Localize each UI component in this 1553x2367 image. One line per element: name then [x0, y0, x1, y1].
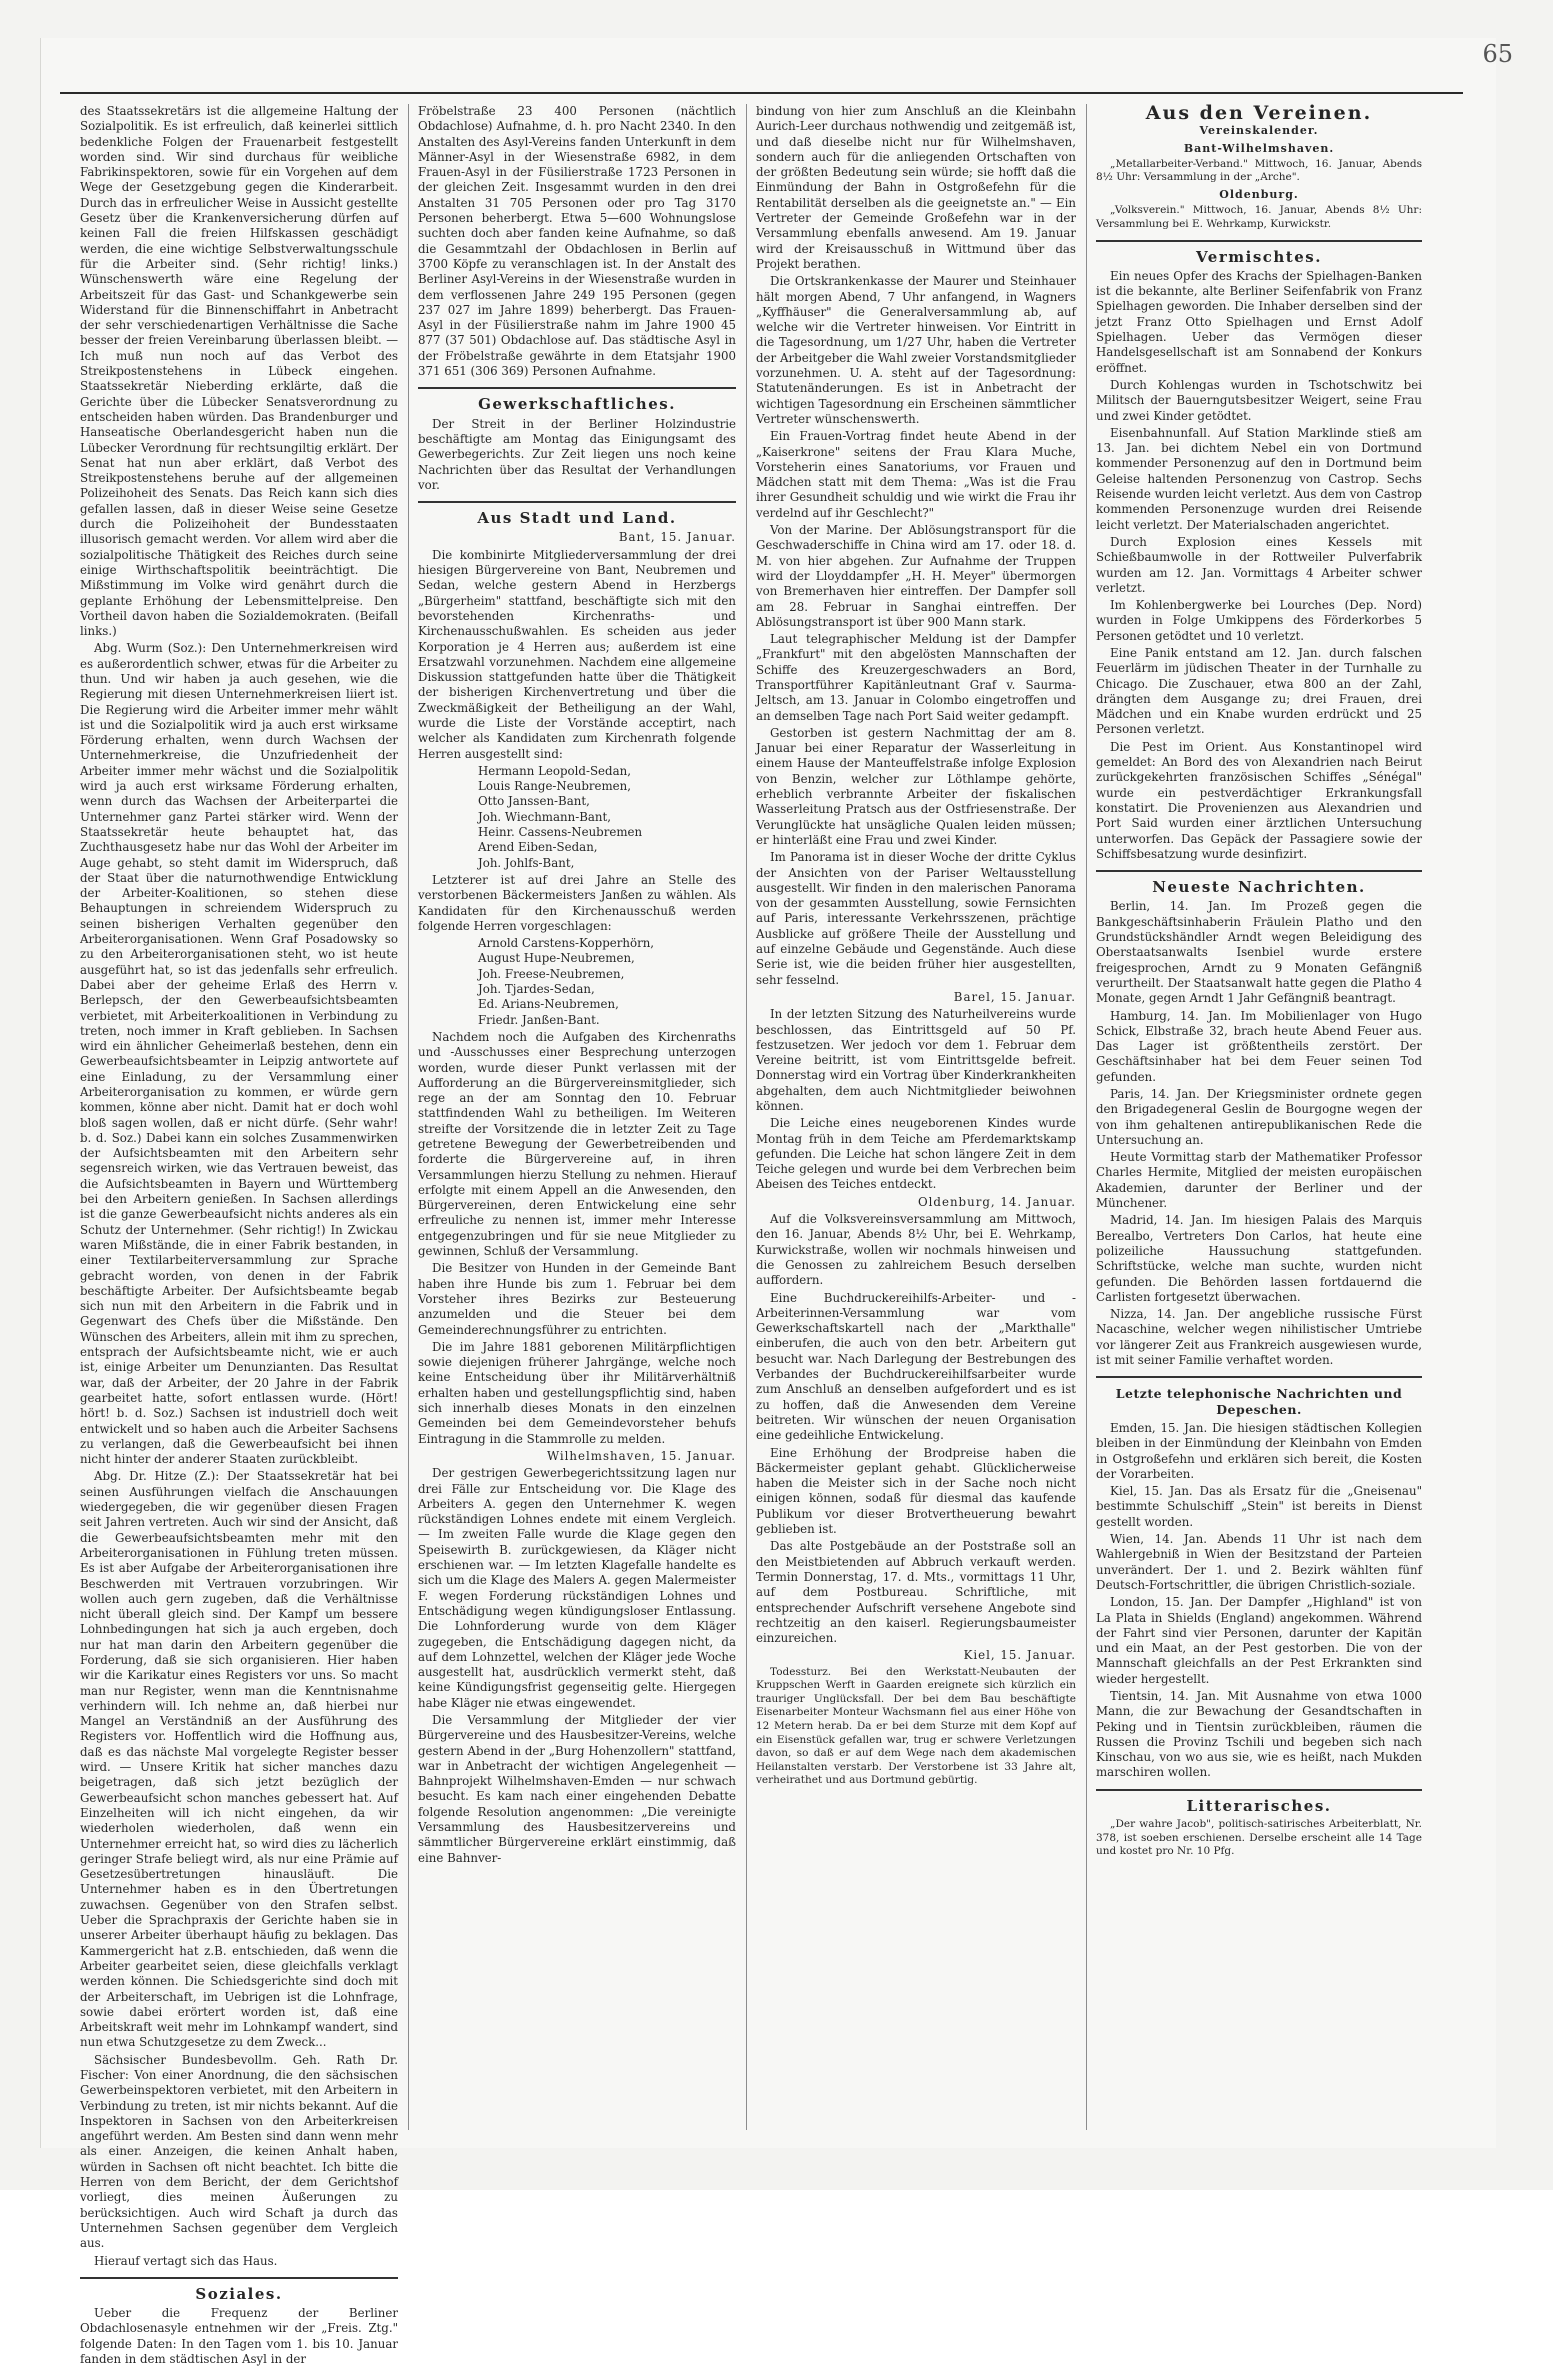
list-item: Joh. Tjardes-Sedan,	[478, 982, 595, 997]
article-paragraph: Eine Panik entstand am 12. Jan. durch falschen Feuerlärm im jüdischen Theater in der Turnhalle zu Chicago. Die Zuschauer, etwa 800 an der Zahl, drängten dem Ausgange zu; drei Frauen, drei Mädchen und ein Knabe wurden erdrückt und 25 Personen verletzt.	[1096, 645, 1422, 737]
section-heading-gewerkschaftliches: Gewerkschaftliches.	[478, 395, 676, 414]
column-1	[80, 104, 398, 2367]
article-paragraph: Die Ortskrankenkasse der Maurer und Steinhauer hält morgen Abend, 7 Uhr anfangend, in Wagners „Kyffhäuser" die Generalversammlung ab, auf welche wir die Vertreter hinweisen. Vor Eintritt in die Tagesordnung, um 1/27 Uhr, haben die Vertreter der Arbeitgeber die Wahl zweier Vorstandsmitglieder vorzunehmen. U. A. steht auf der Tagesordnung: Statutenänderungen. Es ist in Anbetracht der wichtigen Tagesordnung ein Erscheinen sämmtlicher Vertreter wünschenswerth.	[756, 274, 1076, 426]
article-paragraph: Von der Marine. Der Ablösungstransport für die Geschwaderschiffe in China wird am 17. oder 18. d. M. von hier abgehen. Zur Aufnahme der Truppen wird der Lloyddampfer „H. H. Meyer" übermorgen von Bremerhaven hier eintreffen. Der Dampfer soll am 28. Februar in Sanghai eintreffen. Der Ablösungstransport ist über 900 Mann stark.	[756, 523, 1076, 629]
dateline: Kiel, 15. Januar.	[963, 1648, 1076, 1663]
article-paragraph: Hamburg, 14. Jan. Im Mobilienlager von Hugo Schick, Elbstraße 32, brach heute Abend Feuer aus. Das Lager ist größtentheils zerstört. Der Geschäftsinhaber hat bei dem Feuer seinen Tod gefunden.	[1096, 1008, 1422, 1084]
dateline: Oldenburg, 14. Januar.	[917, 1194, 1076, 1209]
candidate-list	[478, 936, 736, 1028]
article-paragraph: Laut telegraphischer Meldung ist der Dampfer „Frankfurt" mit den abgelösten Mannschaften der Schiffe des Kreuzergeschwaders an Bord, Transportführer Kapitänleutnant Graf v. Saurma-Jeltsch, am 13. Januar in Colombo eingetroffen und an demselben Tage nach Port Said weiter gedampft.	[756, 632, 1076, 723]
list-item: August Hupe-Neubremen,	[478, 951, 635, 966]
article-paragraph: Die im Jahre 1881 geborenen Militärpflichtigen sowie diejenigen früherer Jahrgänge, welche noch keine Entscheidung über ihr Militärverhältniß erhalten haben und gestellungspflichtig sind, haben sich innerhalb dieses Monats in den einzelnen Gemeinden bei dem Gemeindevorsteher behufs Eintragung in die Stammrolle zu melden.	[418, 1339, 736, 1446]
section-heading-litterarisches: Litterarisches.	[1186, 1796, 1332, 1815]
article-paragraph: Madrid, 14. Jan. Im hiesigen Palais des Marquis Berealbo, Vertreters Don Carlos, hat heute eine polizeiliche Haussuchung stattgefunden. Schriftstücke, welche man suchte, wurden nicht gefunden. Die Behörden lassen fortdauernd die Carlisten fortgesetzt überwachen.	[1096, 1213, 1422, 1304]
article-paragraph: Die Besitzer von Hunden in der Gemeinde Bant haben ihre Hunde bis zum 1. Februar bei dem Vorsteher ihres Bezirks zur Besteuerung anzumelden und die Steuer bei dem Gemeinderechnungsführer zu entrichten.	[418, 1261, 736, 1337]
article-paragraph: „Der wahre Jacob", politisch-satirisches Arbeiterblatt, Nr. 378, ist soeben erschienen. Derselbe erscheint alle 14 Tage und kostet pro Nr. 10 Pfg.	[1096, 1818, 1422, 1858]
page-number: 65	[1482, 40, 1513, 68]
list-item: Joh. Wiechmann-Bant,	[478, 809, 611, 824]
article-paragraph: Die Versammlung der Mitglieder der vier Bürgervereine und des Hausbesitzer-Vereins, welche gestern Abend in der „Burg Hohenzollern" stattfand, war in Anbetracht der wichtigen Angelegenheit — Bahnprojekt Wilhelmshaven-Emden — nur schwach besucht. Es kam nach einer eingehenden Debatte folgende Resolution angenommen: „Die vereinigte Versammlung des Hausbesitzervereins und sämmtlicher Bürgervereine erklärt einstimmig, daß eine Bahnver-	[418, 1712, 736, 1865]
article-paragraph: Der gestrigen Gewerbegerichtssitzung lagen nur drei Fälle zur Entscheidung vor. Die Klage des Arbeiters A. gegen den Unternehmer K. wegen rückständigen Lohnes endete mit einem Vergleich. — Im zweiten Falle wurde die Klage gegen den Speisewirth B. zurückgewiesen, da Kläger nicht erschienen war. — Im letzten Klagefalle handelte es sich um die Klage des Malers A. gegen Malermeister F. wegen Forderung rückständigen Lohnes und Entschädigung wegen kündigungsloser Entlassung. Die Lohnforderung wurde von dem Kläger zugegeben, die Entschädigung dagegen nicht, da auf dem Lohnzettel, welchen der Kläger jede Woche ausgestellt hat, ausdrücklich vermerkt steht, daß keine Kündigungsfrist gegenseitig gelte. Hiergegen habe Kläger nie etwas eingewendet.	[418, 1466, 736, 1710]
article-paragraph: Auf die Volksvereinsversammlung am Mittwoch, den 16. Januar, Abends 8½ Uhr, bei E. Wehrkamp, Kurwickstraße, wollen wir nochmals hinweisen und die Genossen zu zahlreichem Besuch derselben auffordern.	[756, 1212, 1076, 1288]
section-heading-vermischtes: Vermischtes.	[1196, 247, 1322, 266]
list-item: Otto Janssen-Bant,	[478, 794, 590, 809]
column-divider	[408, 104, 409, 2130]
article-paragraph: Durch Explosion eines Kessels mit Schießbaumwolle in der Rottweiler Pulverfabrik wurden am 12. Jan. Vormittags 4 Arbeiter schwer verletzt.	[1096, 534, 1422, 595]
article-paragraph: bindung von hier zum Anschluß an die Kleinbahn Aurich-Leer durchaus nothwendig und zeitgemäß ist, und daß dieselbe nicht nur für Wilhelmshaven, sondern auch für die anliegenden Ortschaften von der größten Bedeutung sein würde; sie hofft daß die Einmündung der Bahn in Ostgroßefehn für die Rentabilität derselben als die geeignetste an." — Ein Vertreter der Gemeinde Großefehn war in der Versammlung ebenfalls anwesend. Am 19. Januar wird der Kreisausschuß in Wittmund über das Projekt berathen.	[756, 104, 1076, 271]
article-paragraph: Hierauf vertagt sich das Haus.	[94, 2253, 278, 2268]
article-paragraph: Letzterer ist auf drei Jahre an Stelle des verstorbenen Bäckermeisters Janßen zu wählen. Als Kandidaten für den Kirchenausschuß werden folgende Herren vorgeschlagen:	[418, 872, 736, 933]
article-paragraph: Gestorben ist gestern Nachmittag der am 8. Januar bei einer Reparatur der Wasserleitung in einem Hause der Manteuffelstraße infolge Explosion von Benzin, welcher zur Löthlampe gehörte, erheblich verbrannte Arbeiter der fiskalischen Wasserleitung Pratsch aus der Ostfriesenstraße. Der Verunglückte hat unsägliche Qualen leiden müssen; er hinterläßt eine Frau und zwei Kinder.	[756, 725, 1076, 847]
section-rule	[418, 501, 736, 503]
section-rule	[80, 2277, 398, 2279]
section-rule	[1096, 870, 1422, 872]
article-paragraph: des Staatssekretärs ist die allgemeine Haltung der Sozialpolitik. Es ist erfreulich, daß keinerlei sittlich bedenkliche Folgen der Frauenarbeit festgestellt worden sind. Wir sind durchaus für weibliche Fabrikinspektoren, sowie für ein Vorgehen auf dem Wege der Gesetzgebung gegen die Kinderarbeit. Durch das in erfreulicher Weise in Aussicht gestellte Gesetz über die Krankenversicherung dürfen auf keinen Fall die freien Hilfskassen geschädigt werden, die eine wichtige Selbstverwaltungsschule für die Arbeiter sind. (Sehr richtig! links.) Wünschenswerth wäre eine Regelung der Arbeitszeit für das Gast- und Schankgewerbe sein Widerstand für die Binnenschiffahrt in Anbetracht der sehr verschiedenartigen Verhältnisse die Sache besser der freien Vereinbarung überlassen bleibt. — Ich muß nun noch auf das Verbot des Streikpostenstehens in Lübeck eingehen. Staatssekretär Nieberding erklärte, daß die Gerichte über die Lübecker Senatsverordnung zu entscheiden haben würden. Das Brandenburger und Hanseatische Oberlandesgericht haben nun die Lübecker Verordnung für rechtsungiltig erklärt. Der Senat hat nun aber erklärt, daß Verbot des Streikpostenstehens beruhe auf der allgemeinen Polizeihoheit des Senats. Das Reich kann sich dies gefallen lassen, daß in dieser Weise seine Gesetze durch die Polizeihoheit der Bundesstaaten illusorisch gemacht werden. Vor allem wird aber die sozialpolitische Thätigkeit des Reiches durch seine einige Wirthschaftspolitik beeinträchtigt. Die Mißstimmung im Volke wird genährt durch die geplante Erhöhung der Lebensmittelpreise. Den Vortheil davon haben die Sozialdemokraten. (Beifall links.)	[80, 104, 398, 639]
list-item: Arnold Carstens-Kopperhörn,	[478, 936, 655, 951]
calendar-entry: „Volksverein." Mittwoch, 16. Januar, Abends 8½ Uhr: Versammlung bei E. Wehrkamp, Kurwickstr.	[1096, 204, 1422, 230]
article-paragraph: Im Panorama ist in dieser Woche der dritte Cyklus der Ansichten von der Pariser Weltausstellung ausgestellt. Wir finden in den malerischen Panorama von der gesammten Ausstellung, sowie Fernsichten auf Paris, interessante Verkehrsszenen, prächtige Ausblicke auf größere Theile der Ausstellung und auf einzelne Gebäude und Gegenstände. Auch diese Serie ist, wie die beiden früher hier ausgestellten, sehr fesselnd.	[756, 850, 1076, 987]
dateline: Wilhelmshaven, 15. Januar.	[546, 1448, 736, 1463]
dateline: Bant, 15. Januar.	[618, 530, 736, 545]
article-paragraph: Im Kohlenbergwerke bei Lourches (Dep. Nord) wurden in Folge Umkippens des Förderkorbes 5 Personen getödtet und 10 verletzt.	[1096, 598, 1422, 643]
article-paragraph: Paris, 14. Jan. Der Kriegsminister ordnete gegen den Brigadegeneral Geslin de Bourgogne wegen der von ihm gehaltenen antirepublikanischen Rede die Untersuchung an.	[1096, 1087, 1422, 1147]
article-paragraph: Tientsin, 14. Jan. Mit Ausnahme von etwa 1000 Mann, die zur Bewachung der Gesandtschaften in Peking und in Tientsin zurückbleiben, räumen die Russen die Provinz Tschili und begeben sich nach Kinschau, von wo aus sie, wie es heißt, nach Mukden marschiren wollen.	[1096, 1688, 1422, 1780]
article-paragraph: Ueber die Frequenz der Berliner Obdachlosenasyle entnehmen wir der „Freis. Ztg." folgende Daten: In den Tagen vom 1. bis 10. Januar fanden in dem städtischen Asyl in der	[80, 2306, 398, 2367]
article-paragraph: Wien, 14. Jan. Abends 11 Uhr ist nach dem Wahlergebniß in Wien der Besitzstand der Parteien unverändert. Der 1. und 2. Bezirk wählten fünf Deutsch-Fortschrittler, die übrigen Christlich-soziale.	[1096, 1532, 1422, 1592]
section-rule	[1096, 240, 1422, 242]
section-heading-vereine: Aus den Vereinen.	[1145, 102, 1373, 124]
section-heading-nachrichten: Neueste Nachrichten.	[1152, 878, 1366, 897]
candidate-list	[478, 764, 736, 871]
article-paragraph: Ein neues Opfer des Krachs der Spielhagen-Banken ist die bekannte, alte Berliner Seifenfabrik von Franz Spielhagen geworden. Die Inhaber derselben sind der jetzt Franz Otto Spielhagen und Ernst Adolf Spielhagen. Ueber das Vermögen dieser Handelsgesellschaft ist am Sonnabend der Konkurs eröffnet.	[1096, 268, 1422, 375]
article-paragraph: Emden, 15. Jan. Die hiesigen städtischen Kollegien bleiben in der Einmündung der Kleinbahn von Emden in Ostgroßefehn und erklären sich bereit, die Kosten der Vorarbeiten.	[1096, 1420, 1422, 1481]
article-paragraph: Eine Buchdruckereihilfs-Arbeiter- und -Arbeiterinnen-Versammlung war vom Gewerkschaftskartell nach der „Markthalle" einberufen, die auch von den betr. Arbeitern gut besucht war. Nach Darlegung der Bestrebungen des Verbandes der Buchdruckereihilfsarbeiter wurde zum Anschluß an denselben aufgefordert und es ist zu hoffen, daß die Anwesenden dem Vereine beitreten. Wir wünschen der neuen Organisation eine gedeihliche Entwickelung.	[756, 1290, 1076, 1443]
list-item: Ed. Arians-Neubremen,	[478, 997, 619, 1012]
column-2	[418, 104, 736, 2130]
article-paragraph: Die Leiche eines neugeborenen Kindes wurde Montag früh in dem Teiche am Pferdemarktskamp gefunden. Die Leiche hat schon längere Zeit in dem Teiche gelegen und wurde bei dem Verbrechen beim Abeisen des Teiches entdeckt.	[756, 1116, 1076, 1192]
list-item: Arend Eiben-Sedan,	[478, 840, 598, 855]
subheading-vereinskalender: Vereinskalender.	[1199, 124, 1319, 138]
article-paragraph: Eisenbahnunfall. Auf Station Marklinde stieß am 13. Jan. bei dichtem Nebel ein von Dortmund kommender Personenzug auf den in Dortmund beim Geleise haltenden Personenzug von Castrop. Sechs Reisende wurden leicht verletzt. Aus dem von Castrop kommenden Personenzuge wurden drei Reisende leicht verletzt. Der Materialschaden angerichtet.	[1096, 425, 1422, 532]
section-rule	[1096, 1376, 1422, 1378]
list-item: Heinr. Cassens-Neubremen	[478, 825, 643, 840]
list-item: Hermann Leopold-Sedan,	[478, 763, 631, 778]
header-rule	[60, 92, 1463, 94]
list-item: Joh. Johlfs-Bant,	[478, 855, 575, 870]
article-paragraph: Nizza, 14. Jan. Der angebliche russische Fürst Nacaschine, welcher wegen nihilistischer Umtriebe vor längerer Zeit aus Frankreich ausgewiesen wurde, ist mit seiner Familie verhaftet worden.	[1096, 1307, 1422, 1368]
column-4	[1096, 104, 1422, 2130]
article-paragraph: Die Pest im Orient. Aus Konstantinopel wird gemeldet: An Bord des von Alexandrien nach Beirut zurückgekehrten französischen Schiffes „Sénégal" wurde ein pestverdächtiger Erkrankungsfall konstatirt. Die Provenienzen aus Alexandrien und Port Said wurden einer ärztlichen Untersuchung unterworfen. Das Gepäck der Passagiere sowie der Schiffsbesatzung wurde desinfizirt.	[1096, 739, 1422, 861]
article-paragraph: Fröbelstraße 23 400 Personen (nächtlich Obdachlose) Aufnahme, d. h. pro Nacht 2340. In den Anstalten des Asyl-Vereins fanden Unterkunft in dem Männer-Asyl in der Wiesenstraße 6982, in dem Frauen-Asyl in der Füsilierstraße 1723 Personen in der gleichen Zeit. Insgesammt wurden in den drei Anstalten 31 705 Personen oder pro Tag 3170 Personen beherbergt. Etwa 5—600 Wohnungslose suchten doch aber fanden keine Aufnahme, so daß die Gesammtzahl der Obdachlosen in Berlin auf 3700 Köpfe zu veranschlagen ist. In der Anstalt des Berliner Asyl-Vereins in der Wiesenstraße wurden in dem verflossenen Jahre 249 195 Personen (gegen 237 027 im Jahre 1899) beherbergt. Das Frauen-Asyl in der Füsilierstraße nahm im Jahre 1900 45 877 (37 501) Obdachlose auf. Das städtische Asyl in der Fröbelstraße gewährte in dem Etatsjahr 1900 371 651 (306 369) Personen Aufnahme.	[418, 104, 736, 379]
article-paragraph: London, 15. Jan. Der Dampfer „Highland" ist von La Plata in Shields (England) angekommen. Während der Fahrt sind vier Personen, darunter der Kapitän und ein Maat, an der Pest gestorben. Die von der Mannschaft gleichfalls an der Pest Erkrankten sind wieder hergestellt.	[1096, 1595, 1422, 1686]
column-divider	[1086, 104, 1087, 2130]
section-rule	[418, 387, 736, 389]
column-divider	[746, 104, 747, 2130]
calendar-entry: „Metallarbeiter-Verband." Mittwoch, 16. Januar, Abends 8½ Uhr: Versammlung in der „Arche".	[1096, 157, 1422, 184]
list-item: Friedr. Janßen-Bant.	[478, 1012, 600, 1027]
article-paragraph: In der letzten Sitzung des Naturheilvereins wurde beschlossen, das Eintrittsgeld auf 50 Pf. festzusetzen. Wer jedoch vor dem 1. Februar dem Vereine beitritt, ist vom Eintrittsgelde befreit. Donnerstag wird ein Vortrag über Kinderkrankheiten abgehalten, dem auch Nichtmitglieder beiwohnen können.	[756, 1007, 1076, 1113]
article-paragraph: Berlin, 14. Jan. Im Prozeß gegen die Bankgeschäftsinhaberin Fräulein Platho und den Grundstückshändler Arndt wegen Beleidigung des Oberstaatsanwalts Isenbiel wurde erstere freigesprochen, Arndt zu 9 Monaten Gefängniß verurtheilt. Der Staatsanwalt hatte gegen die Platho 4 Monate, gegen Arndt 1 Jahr Gefängniß beantragt.	[1096, 899, 1422, 1006]
article-paragraph: Die kombinirte Mitgliederversammlung der drei hiesigen Bürgervereine von Bant, Neubremen und Sedan, welche gestern Abend in Herzbergs „Bürgerheim" stattfand, beschäftigte sich mit den bevorstehenden Kirchenraths- und Kirchenausschußwahlen. Es scheiden aus jeder Korporation je 4 Herren aus; außerdem ist eine Ersatzwahl vorzunehmen. Nachdem eine allgemeine Diskussion stattgefunden hatte über die Thätigkeit der bisherigen Kirchenvertretung und über die Zweckmäßigkeit der Betheiligung an der Wahl, wurde die Liste der Vorstände acceptirt, nach welcher als Kandidaten zum Kirchenrath folgende Herren ausgestellt sind:	[418, 547, 736, 761]
article-paragraph: Sächsischer Bundesbevollm. Geh. Rath Dr. Fischer: Von einer Anordnung, die den sächsischen Gewerbeinspektoren verbietet, mit den Arbeitern in Verbindung zu treten, ist mir nichts bekannt. Auf die Inspektoren in Sachsen von den Arbeiterkreisen angeführt werden. Am Besten sind dann wenn mehr als einer. Anzeigen, die keinen Anhalt haben, würden in Sachsen oft nicht beachtet. Ich bitte die Herren von dem Bericht, der dem Gerichtshof vorliegt, dies meinen Äußerungen zu berücksichtigen. Auch wird Schaft ja durch das Unternehmen Sachsen gegenüber dem Vergleich aus.	[80, 2052, 398, 2251]
article-paragraph: Eine Erhöhung der Brodpreise haben die Bäckermeister geplant gehabt. Glücklicherweise haben die Meister sich in der Sache noch nicht einigen können, sodaß für diesmal das kaufende Publikum vor dieser Brotvertheuerung bewahrt geblieben ist.	[756, 1445, 1076, 1537]
article-paragraph: Ein Frauen-Vortrag findet heute Abend in der „Kaiserkrone" seitens der Frau Klara Muche, Vorsteherin eines Sanatoriums, vor Frauen und Mädchen statt mit dem Thema: „Was ist die Frau ihrer Gesundheit schuldig und wie wirkt die Frau ihr verdelnd auf ihr Geschlecht?"	[756, 429, 1076, 520]
column-3	[756, 104, 1076, 2130]
list-item: Louis Range-Neubremen,	[478, 779, 632, 794]
subheading-location: Oldenburg.	[1219, 188, 1299, 202]
subheading-location: Bant-Wilhelmshaven.	[1183, 141, 1335, 155]
section-rule	[1096, 1789, 1422, 1791]
section-heading-soziales: Soziales.	[195, 2284, 283, 2303]
section-heading-stadt-und-land: Aus Stadt und Land.	[477, 509, 677, 528]
article-paragraph: Abg. Wurm (Soz.): Den Unternehmerkreisen wird es außerordentlich schwer, etwas für die Arbeiter zu thun. Und wir haben ja auch gesehen, wie die Regierung mit diesen Unternehmerkreisen liiert ist. Die Regierung wird die Arbeiter immer mehr wählt ist und die Sozialpolitik wird ja auch erst wirksame Förderung erhalten, wenn durch Wachsen der Unternehmerkreise, die Unzufriedenheit der Arbeiter immer mehr wächst und die Sozialpolitik wird ja auch erst wirksame Förderung erhalten, wenn durch das Wachsen der Arbeiterpartei die Unternehmer ganz Partei stärker wird. Wenn der Staatssekretär heute behauptet hat, das Zuchthausgesetz habe nur das Wohl der Arbeiter im Auge gehabt, so steht damit im Widerspruch, daß der Staat über die naturnothwendige Entwicklung der Arbeiter-Koalitionen, so stehen diese Behauptungen in schreiendem Widerspruch zu seinen bisherigen Verhalten gegenüber den Arbeiterorganisationen. Wenn Graf Posadowsky so zu den Arbeiterorganisationen steht, wo ist heute ausgeführt hat, so ist das jedenfalls sehr erfreulich. Dabei aber der geheime Erlaß des Herrn v. Berlepsch, der den Gewerbeaufsichtsbeamten verbietet, mit Arbeiterkoalitionen in Verbindung zu treten, noch immer in Kraft geblieben. In Sachsen wird ein ähnlicher Geheimerlaß bestehen, denn ein Gewerbeaufsichtsbeamter in Leipzig antwortete auf eine Einladung, zu der Versammlung einer Arbeiterorganisation zu kommen, er würde gern kommen, könne aber nicht. Damit hat er doch wohl bloß sagen wollen, daß er nicht dürfe. (Sehr wahr! b. d. Soz.) Dabei kann ein solches Zusammenwirken der Aufsichtsbeamten mit den Arbeitern sehr segensreich wirken, wie das Vertrauen beweist, das die Aufsichtsbeamten in Bayern und Württemberg bei den Arbeitern genießen. In Sachsen allerdings ist die ganze Gewerbeaufsicht nichts anderes als ein Schutz der Unternehmer. (Sehr richtig!) In Zwickau waren Mißstände, die in einer Fabrik bestanden, in einer Textilarbeiterversammlung zur Sprache gebracht worden, von denen in der Fabrik beschäftigte Arbeiter. Der Aufsichtsbeamte begab sich nun mit den Arbeitern in die Fabrik und in Gegenwart des Chefs über die Mißstände. Den Wünschen des Arbeiters, allein mit ihm zu sprechen, entsprach der Aufsichtsbeamte nicht, wie er auch ist, einige Arbeiter um Denunzianten. Das Resultat war, daß der Arbeiter, der 20 Jahre in der Fabrik gearbeitet hatte, sofort entlassen wurde. (Hört! hört! b. d. Soz.) Sachsen ist industriell doch weit entwickelt und so haben auch die Arbeiter Sachsens zu verlangen, daß die Gewerbeaufsicht bei ihnen nicht hinter der anderer Staaten zurückbleibt.	[80, 641, 398, 1467]
dateline: Barel, 15. Januar.	[953, 989, 1076, 1004]
article-paragraph: Abg. Dr. Hitze (Z.): Der Staatssekretär hat bei seinen Ausführungen vielfach die Anschauungen wiedergegeben, die wir gegenüber diesen Fragen seit Jahren vertreten. Auch wir sind der Ansicht, daß die Gewerbeaufsichtsbeamten mehr mit den Arbeiterorganisationen in Fühlung treten müssen. Es ist aber Aufgabe der Arbeiterorganisationen ihre Beschwerden mit Vertrauen vorzubringen. Wir wollen auch gern zugeben, daß die Verhältnisse nicht überall gleich sind. Der Kampf um bessere Lohnbedingungen hat sich ja auch ergeben, doch nur hat man darin den Arbeitern gegenüber die Forderung, daß sie sich organisieren. Hier haben wir die Karikatur eines Registers vor uns. So macht man nur Register, wenn man die Kenntnisnahme verhindern will. Ich nehme an, daß hierbei nur Mangel an Verständniß an der Ausführung des Registers vor. Hoffentlich wird die Hoffnung aus, daß es das nächste Mal vorgelegte Register besser wird. — Unsere Kritik hat sicher manches dazu beigetragen, daß sich jetzt bezüglich der Gewerbeaufsicht schon manches gebessert hat. Auf Einzelheiten will ich nicht eingehen, da wir wiederholen wiederholen, daß wenn ein Unternehmer erreicht hat, so wird dies zu lächerlich geringer Strafe beliegt wird, als nur eine Prämie auf Gesetzesübertretungen hinausläuft. Die Unternehmer haben es in den Übertretungen zuwachsen. Gegenüber von den Strafen selbst. Ueber die Sprachpraxis der Gerichte haben sie in unserer Arbeiter überhaupt häufig zu beklagen. Das Kammergericht hat z.B. entschieden, daß wenn die Arbeiter gearbeitet seien, diese gleichfalls verklagt werden können. Die Schiedsgerichte sind doch mit der Arbeiterschaft, im Uebrigen ist die Lohnfrage, sowie dabei erörtert worden ist, daß eine Arbeitskraft weit mehr im Lohnkampf wandert, sind nun etwa Schutzgesetze zu dem Zweck...	[80, 1469, 398, 2050]
list-item: Joh. Freese-Neubremen,	[478, 966, 625, 981]
article-paragraph: Todessturz. Bei den Werkstatt-Neubauten der Kruppschen Werft in Gaarden ereignete sich kürzlich ein trauriger Unglücksfall. Der bei dem Bau beschäftigte Eisenarbeiter Monteur Wachsmann fiel aus einer Höhe von 12 Metern herab. Da er bei dem Sturze mit dem Kopf auf ein Eisenstück gefallen war, trug er schwere Verletzungen davon, so daß er auf dem Wege nach dem akademischen Heilanstalten verstarb. Der Verstorbene ist 33 Jahre alt, verheirathet und aus Dortmund gebürtig.	[756, 1665, 1076, 1787]
article-paragraph: Heute Vormittag starb der Mathematiker Professor Charles Hermite, Mitglied der meisten europäischen Akademien, darunter der Berliner und der Münchener.	[1096, 1150, 1422, 1211]
article-paragraph: Das alte Postgebäude an der Poststraße soll an den Meistbietenden auf Abbruch verkauft werden. Termin Donnerstag, 17. d. Mts., vormittags 11 Uhr, auf dem Postbureau. Schriftliche, mit entsprechender Aufschrift versehene Angebote sind rechtzeitig an den kaiserl. Regierungsbaumeister einzureichen.	[756, 1539, 1076, 1646]
article-paragraph: Kiel, 15. Jan. Das als Ersatz für die „Gneisenau" bestimmte Schulschiff „Stein" ist bereits in Dienst gestellt worden.	[1096, 1484, 1422, 1529]
article-paragraph: Durch Kohlengas wurden in Tschotschwitz bei Militsch der Bauerngutsbesitzer Weigert, seine Frau und zwei Kinder getödtet.	[1096, 377, 1422, 423]
article-paragraph: Der Streit in der Berliner Holzindustrie beschäftigte am Montag das Einigungsamt des Gewerbegerichts. Zur Zeit liegen uns noch keine Nachrichten über das Resultat der Verhandlungen vor.	[418, 416, 736, 492]
section-heading-depeschen: Letzte telephonische Nachrichten und Depeschen.	[1115, 1386, 1403, 1417]
article-paragraph: Nachdem noch die Aufgaben des Kirchenraths und -Ausschusses einer Besprechung unterzogen worden, wurde dieser Punkt verlassen mit der Aufforderung an die Bürgervereinsmitglieder, sich rege an der am Sonntag den 10. Februar stattfindenden Wahl zu betheiligen. Im Weiteren streifte der Vorsitzende die in letzter Zeit zu Tage getretene Bewegung der Gewerbetreibenden und forderte die Bürgervereine auf, in ihren Versammlungen hierzu Stellung zu nehmen. Hierauf erfolgte mit einem Appell an die Anwesenden, den Bürgervereinen, deren Entwickelung eine sehr erfreuliche zu nennen ist, immer mehr Interesse entgegenzubringen und für sie neue Mitglieder zu gewinnen, Schluß der Versammlung.	[418, 1029, 736, 1259]
